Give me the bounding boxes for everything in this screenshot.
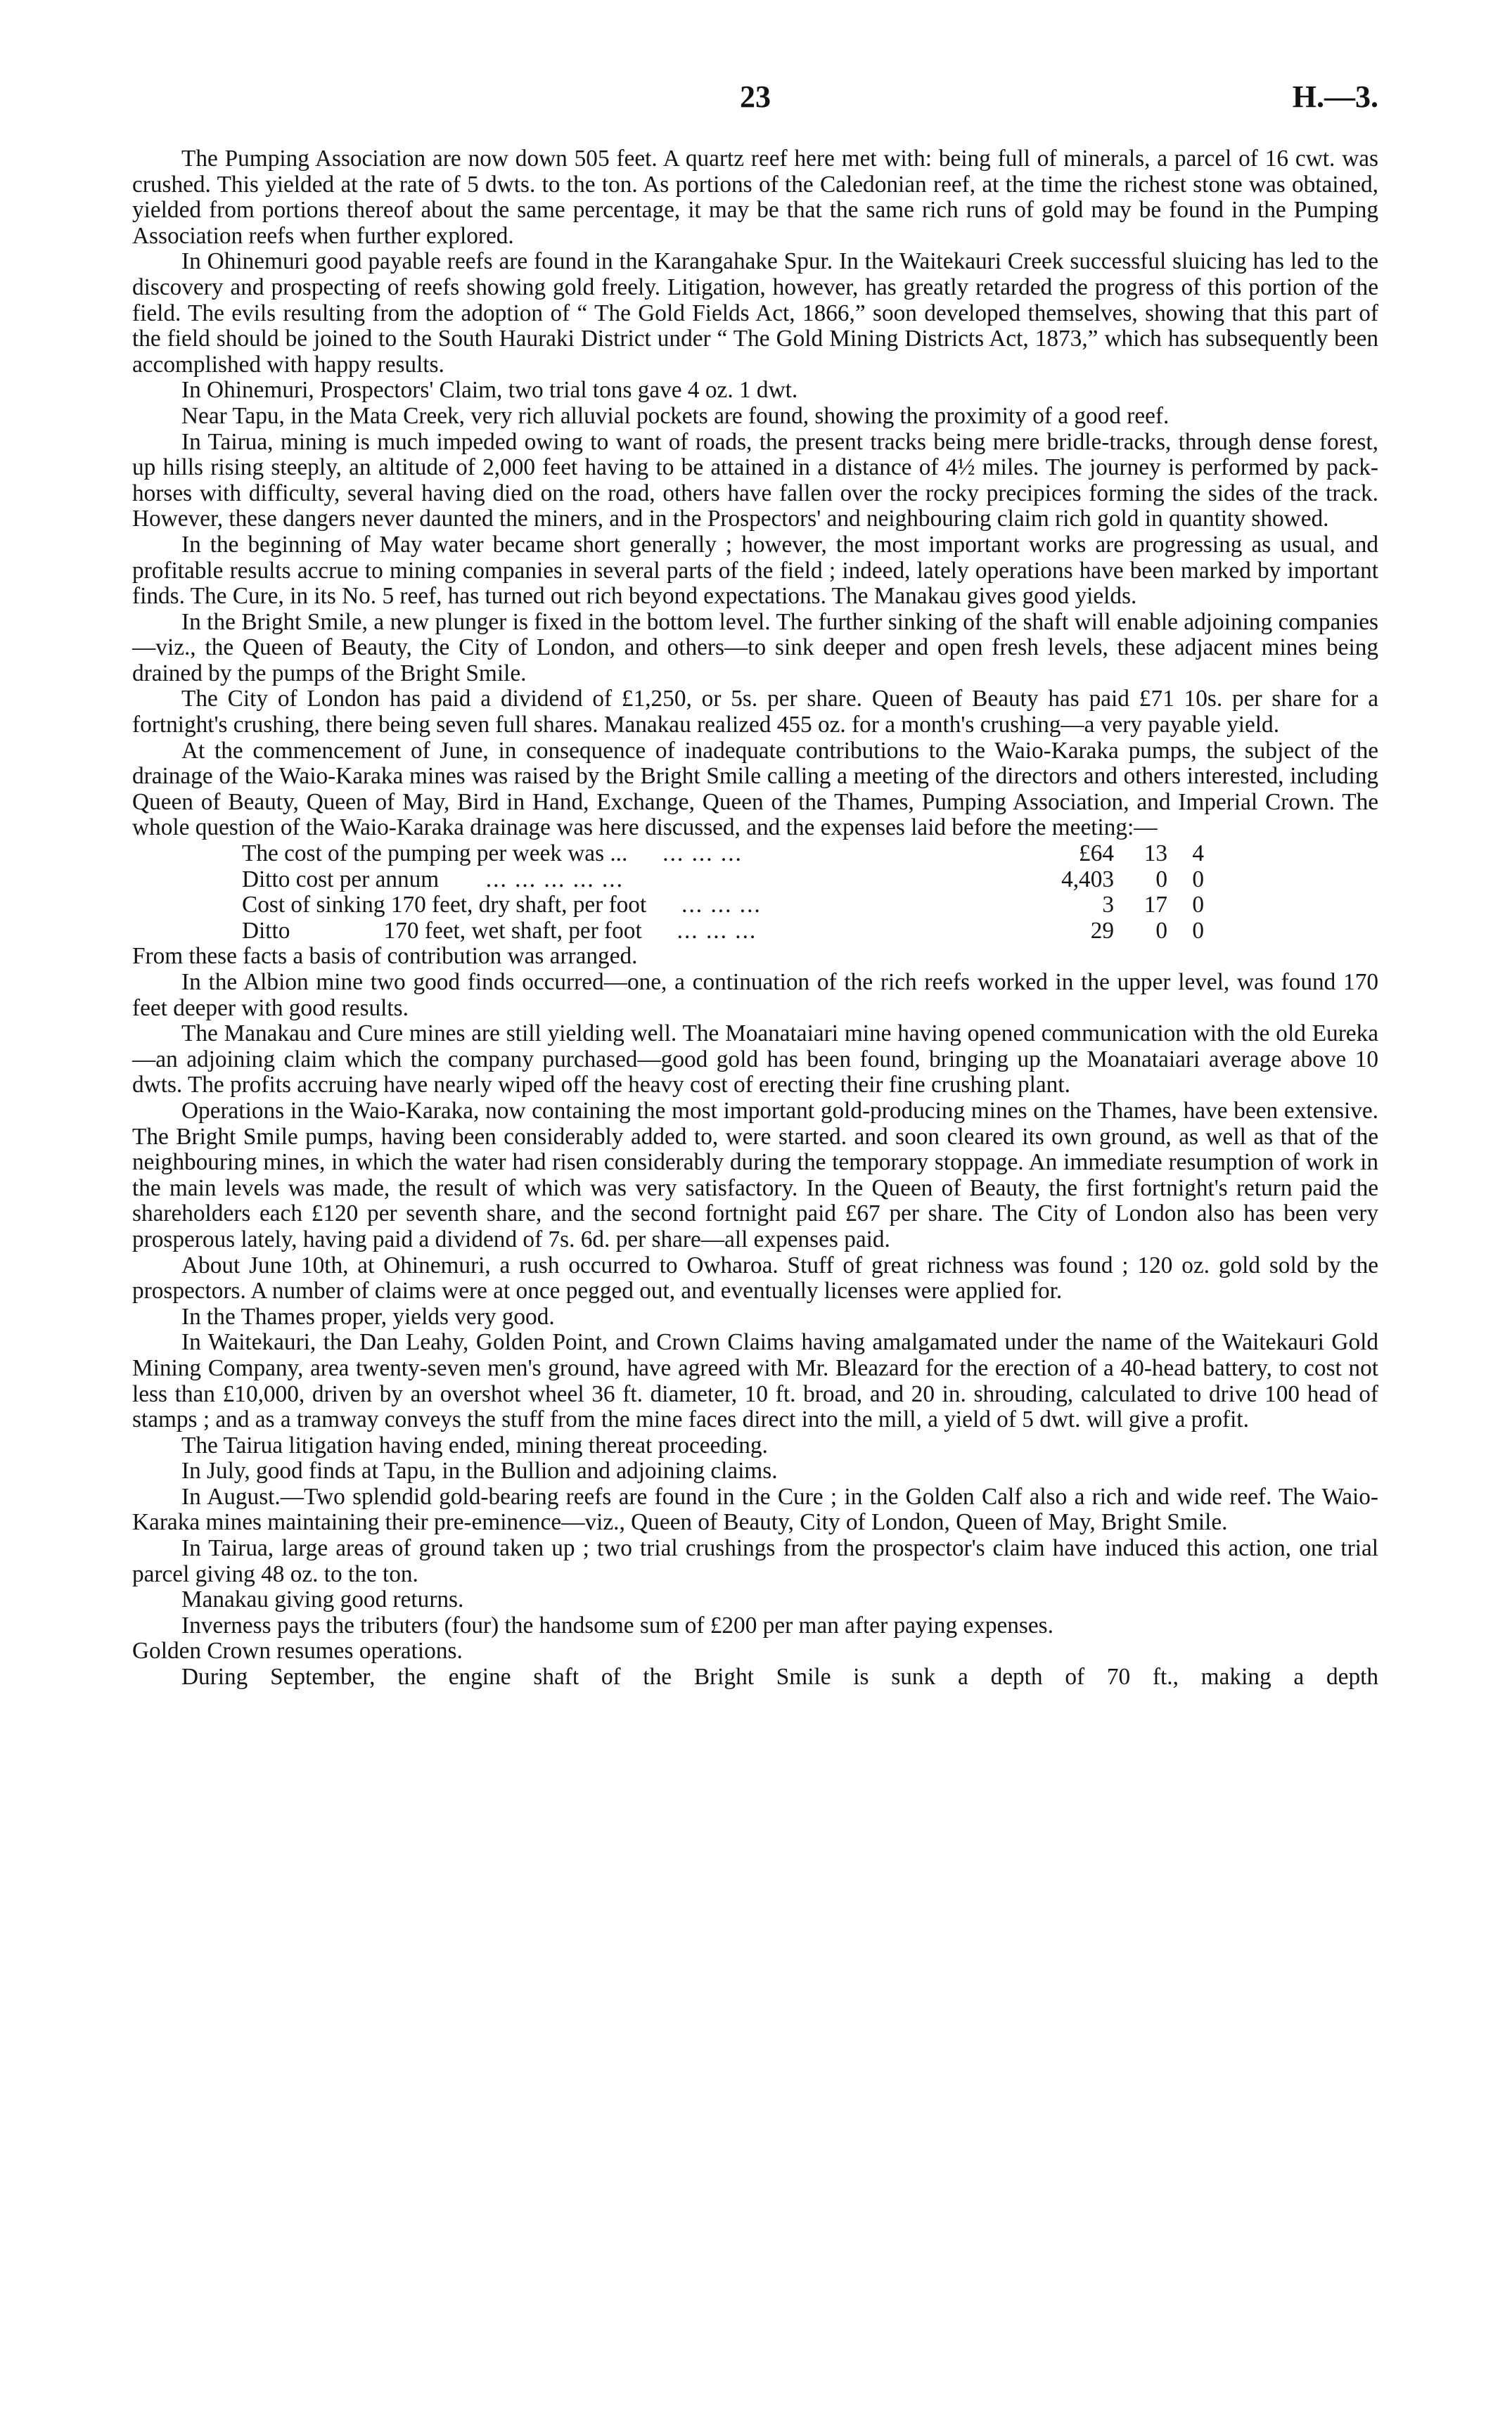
cost-description: Ditto 170 feet, wet shaft, per foot xyxy=(242,917,642,944)
cost-shillings: 13 xyxy=(1143,840,1167,867)
cost-pounds: 29 xyxy=(1090,917,1114,944)
paragraph: Manakau giving good returns. xyxy=(181,1586,464,1613)
leader-dots: ... ... ... xyxy=(677,917,757,944)
paragraph: The Tairua litigation having ended, mining thereat proceeding. xyxy=(181,1432,768,1458)
paragraph: In the Albion mine two good finds occurred—one, a continuation of the rich reefs worked in the upper level, was found 170 feet deeper with good results. xyxy=(132,969,1378,1021)
paragraph: During September, the engine shaft of the Bright Smile is sunk a depth of 70 ft., making a depth xyxy=(181,1664,1378,1691)
page-number: 23 xyxy=(740,79,771,114)
cost-table xyxy=(242,841,1204,944)
cost-pounds: 4,403 xyxy=(1061,866,1114,892)
paragraph: In August.—Two splendid gold-bearing reefs are found in the Cure ; in the Golden Calf also a rich and wide reef. The Waio-Karaka mines maintaining their pre-eminence—viz., Queen of Beauty, City of London, Queen of May, Bright Smile. xyxy=(132,1483,1378,1536)
cost-shillings: 17 xyxy=(1143,892,1167,918)
paragraph: In July, good finds at Tapu, in the Bullion and adjoining claims. xyxy=(181,1458,778,1485)
cost-description: The cost of the pumping per week was ... xyxy=(242,840,628,867)
paragraph: In the Bright Smile, a new plunger is fixed in the bottom level. The further sinking of the shaft will enable adjoining companies—viz., the Queen of Beauty, the City of London, and others—to sink deeper and open fresh levels, these adjacent mines being drained by the pumps of the Bright Smile. xyxy=(132,608,1378,686)
cost-shillings: 0 xyxy=(1155,866,1167,892)
cost-row xyxy=(242,841,1204,867)
paragraph: The Pumping Association are now down 505 feet. A quartz reef here met with: being full of minerals, a parcel of 16 cwt. was crushed. This yielded at the rate of 5 dwts. to the ton. As portions of the Caledonian reef, at the time the richest stone was obtained, yielded from portions thereof about the same percentage, it may be that the same rich runs of gold may be found in the Pumping Association reefs when further explored. xyxy=(132,146,1378,249)
document-reference: H.—3. xyxy=(1292,79,1378,114)
cost-description: Cost of sinking 170 feet, dry shaft, per foot xyxy=(242,892,647,918)
paragraph: Inverness pays the tributers (four) the handsome sum of £200 per man after paying expenses. xyxy=(181,1612,1053,1639)
paragraph: In Ohinemuri, Prospectors' Claim, two trial tons gave 4 oz. 1 dwt. xyxy=(181,377,798,404)
cost-pence: 0 xyxy=(1192,917,1204,944)
paragraph: In Ohinemuri good payable reefs are found in the Karangahake Spur. In the Waitekauri Creek successful sluicing has led to the discovery and prospecting of reefs showing gold freely. Litigation, however, has greatly retarded the progress of this portion of the field. The evils resulting from the adoption of “ The Gold Fields Act, 1866,” soon developed themselves, showing that this part of the field should be joined to the South Hauraki District under “ The Gold Mining Districts Act, 1873,” which has subsequently been accomplished with happy results. xyxy=(132,248,1378,378)
paragraph: About June 10th, at Ohinemuri, a rush occurred to Owharoa. Stuff of great richness was found ; 120 oz. gold sold by the prospectors. A number of claims were at once pegged out, and eventually licenses were applied for. xyxy=(132,1252,1378,1304)
paragraph: At the commencement of June, in consequence of inadequate contributions to the Waio-Karaka pumps, the subject of the drainage of the Waio-Karaka mines was raised by the Bright Smile calling a meeting of the directors and others interested, including Queen of Beauty, Queen of May, Bird in Hand, Exchange, Queen of the Thames, Pumping Association, and Imperial Crown. The whole question of the Waio-Karaka drainage was here discussed, and the expenses laid before the meeting:— xyxy=(132,737,1378,841)
paragraph: The Manakau and Cure mines are still yielding well. The Moanataiari mine having opened communication with the old Eureka—an adjoining claim which the company purchased—good gold has been found, bringing up the Moanataiari average above 10 dwts. The profits accruing have nearly wiped off the heavy cost of erecting their fine crushing plant. xyxy=(132,1020,1378,1098)
paragraph: In Tairua, large areas of ground taken up ; two trial crushings from the prospector's claim have induced this action, one trial parcel giving 48 oz. to the ton. xyxy=(132,1535,1378,1587)
paragraph: From these facts a basis of contribution was arranged. xyxy=(132,943,638,970)
cost-row xyxy=(242,918,1204,944)
paragraph: In the beginning of May water became short generally ; however, the most important works are progressing as usual, and profitable results accrue to mining companies in several parts of the field ; indeed, lately operations have been marked by important finds. The Cure, in its No. 5 reef, has turned out rich beyond expectations. The Manakau gives good yields. xyxy=(132,531,1378,610)
cost-pence: 0 xyxy=(1192,866,1204,892)
page-body xyxy=(132,146,1378,1691)
paragraph: The City of London has paid a dividend of £1,250, or 5s. per share. Queen of Beauty has paid £71 10s. per share for a fortnight's crushing, there being seven full shares. Manakau realized 455 oz. for a month's crushing—a very payable yield. xyxy=(132,686,1378,738)
paragraph: In the Thames proper, yields very good. xyxy=(181,1303,555,1330)
cost-row xyxy=(242,867,1204,893)
paragraph: Operations in the Waio-Karaka, now containing the most important gold-producing mines on the Thames, have been extensive. The Bright Smile pumps, having been considerably added to, were started. and soon cleared its own ground, as well as that of the neighbouring mines, in which the water had risen considerably during the temporary stoppage. An immediate resumption of work in the main levels was made, the result of which was very satisfactory. In the Queen of Beauty, the first fortnight's return paid the shareholders each £120 per seventh share, and the second fortnight paid £67 per share. The City of London also has been very prosperous lately, having paid a dividend of 7s. 6d. per share—all expenses paid. xyxy=(132,1097,1378,1252)
cost-pence: 0 xyxy=(1192,892,1204,918)
cost-row xyxy=(242,892,1204,918)
paragraph: In Waitekauri, the Dan Leahy, Golden Point, and Crown Claims having amalgamated under the name of the Waitekauri Gold Mining Company, area twenty-seven men's ground, have agreed with Mr. Bleazard for the erection of a 40-head battery, to cost not less than £10,000, driven by an overshot wheel 36 ft. diameter, 10 ft. broad, and 20 in. shrouding, calculated to drive 100 head of stamps ; and as a tramway conveys the stuff from the mine faces direct into the mill, a yield of 5 dwt. will give a profit. xyxy=(132,1329,1378,1433)
cost-shillings: 0 xyxy=(1155,917,1167,944)
cost-description: Ditto cost per annum xyxy=(242,866,440,892)
paragraph: Near Tapu, in the Mata Creek, very rich alluvial pockets are found, showing the proximity of a good reef. xyxy=(181,402,1170,429)
cost-pounds: £64 xyxy=(1079,840,1114,867)
cost-pence: 4 xyxy=(1192,840,1204,867)
page-header xyxy=(132,79,1378,128)
leader-dots: ... ... ... xyxy=(681,892,762,918)
paragraph: Golden Crown resumes operations. xyxy=(132,1638,463,1665)
paragraph: In Tairua, mining is much impeded owing to want of roads, the present tracks being mere bridle-tracks, through dense forest, up hills rising steeply, an altitude of 2,000 feet having to be attained in a distance of 4½ miles. The journey is performed by pack-horses with difficulty, several having died on the road, others have fallen over the rocky precipices forming the sides of the track. However, these dangers never daunted the miners, and in the Prospectors' and neighbouring claim rich gold in quantity showed. xyxy=(132,428,1378,532)
cost-pounds: 3 xyxy=(1102,892,1114,918)
leader-dots: ... ... ... ... ... xyxy=(485,866,624,892)
leader-dots: ... ... ... xyxy=(662,840,743,867)
